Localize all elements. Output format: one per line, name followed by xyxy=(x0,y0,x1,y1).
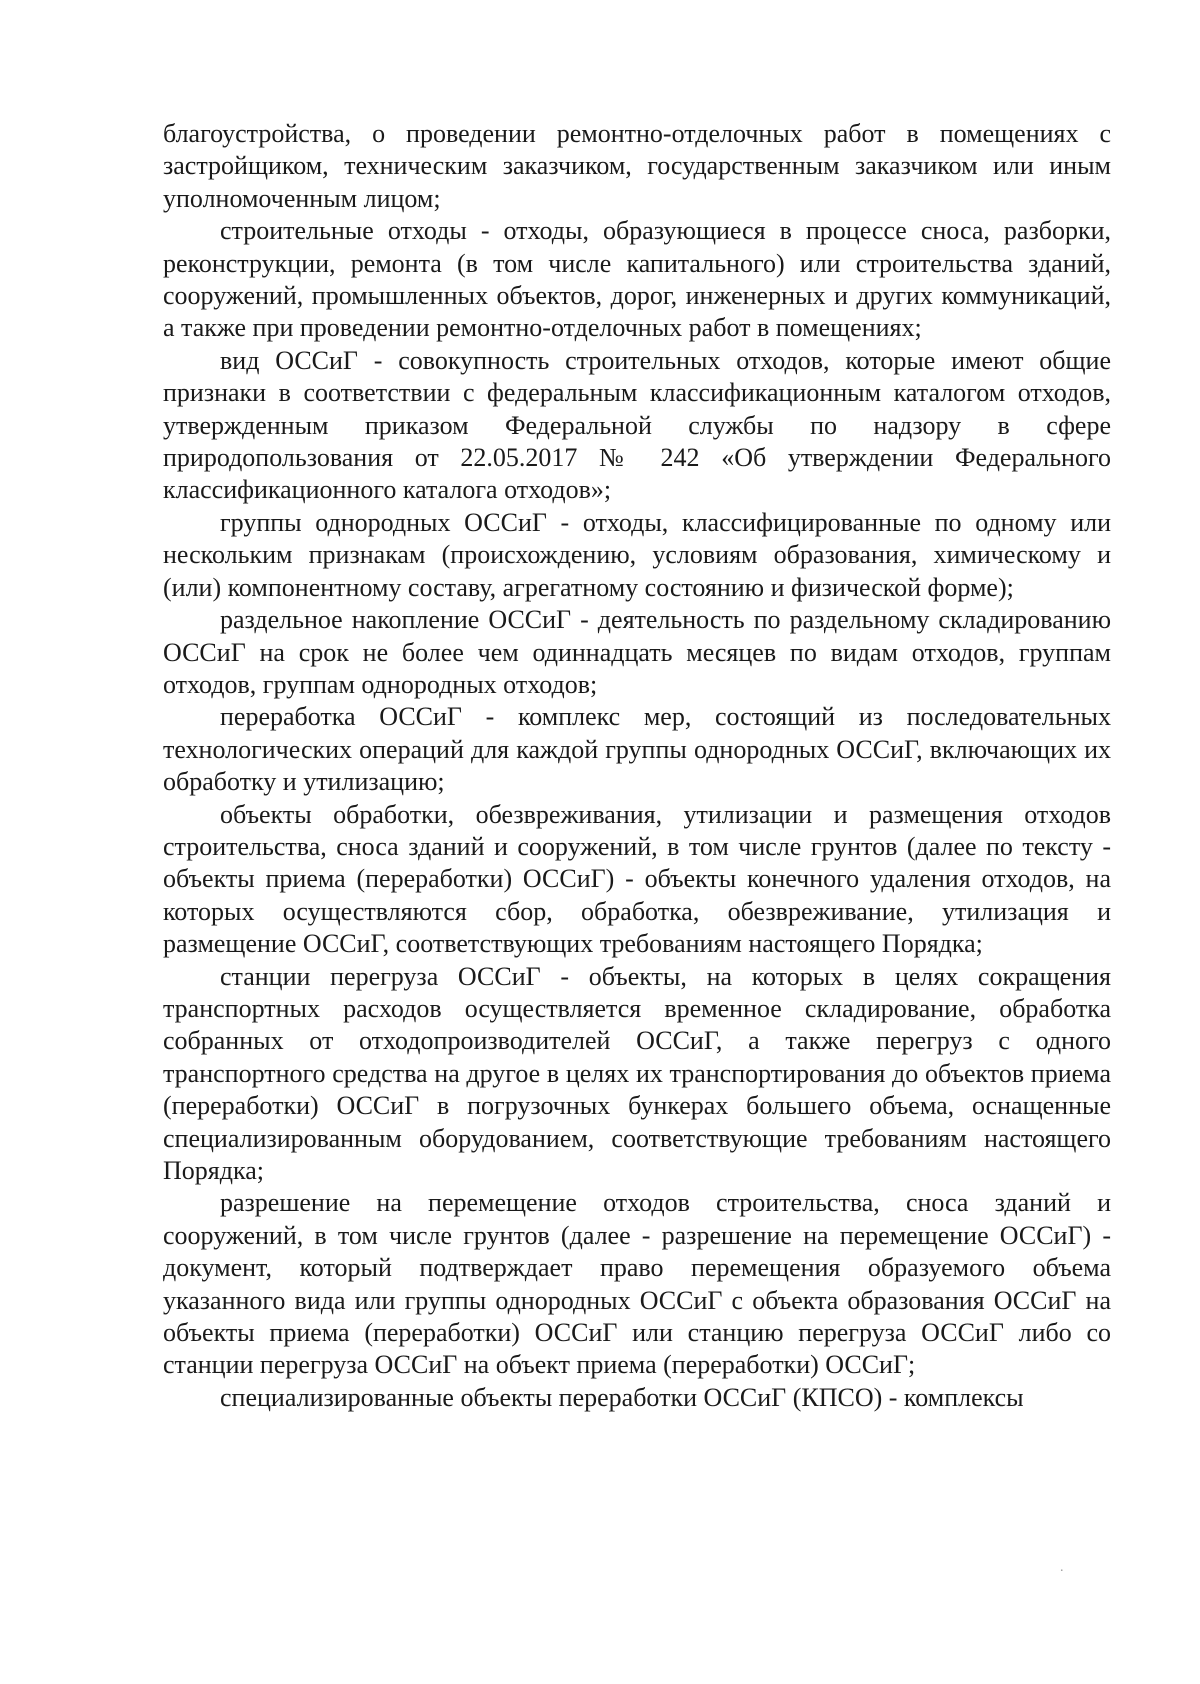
paragraph-10: специализированные объекты переработки ОССиГ (КПСО) - комплексы xyxy=(220,1382,1024,1412)
paragraph-4: группы однородных ОССиГ - отходы, классифицированные по одному или нескольким признакам (происхождению, условиям образования, химическому и (или) компонентному составу, агрегатному состоянию и физической форме); xyxy=(163,507,1111,602)
paragraph-3: вид ОССиГ - совокупность строительных отходов, которые имеют общие признаки в соответствии с федеральным классификационным каталогом отходов, утвержденным приказом Федеральной службы по надзору в сфере природопользования от 22.05.2017 № 242 «Об утверждении Федерального классификационного каталога отходов»; xyxy=(163,345,1111,505)
paragraph-2: строительные отходы - отходы, образующиеся в процессе сноса, разборки, реконструкции, ремонта (в том числе капитального) или строительства зданий, сооружений, промышленных объектов, дорог, инженерных и других коммуникаций, а также при проведении ремонтно-отделочных работ в помещениях; xyxy=(163,216,1111,343)
paragraph-5: раздельное накопление ОССиГ - деятельность по раздельному складированию ОССиГ на срок не более чем одиннадцать месяцев по видам отходов, группам отходов, группам однородных отходов; xyxy=(163,605,1111,699)
scan-speck: . xyxy=(1060,1560,1064,1575)
paragraph-1: благоустройства, о проведении ремонтно-отделочных работ в помещениях с застройщиком, техническим заказчиком, государственным заказчиком или иным уполномоченным лицом; xyxy=(163,119,1111,213)
paragraph-7: объекты обработки, обезвреживания, утилизации и размещения отходов строительства, сноса зданий и сооружений, в том числе грунтов (далее по тексту - объекты приема (переработки) ОССиГ) - объекты конечного удаления отходов, на которых осуществляются сбор, обработка, обезвреживание, утилизация и размещение ОССиГ, соответствующих требованиям настоящего Порядка; xyxy=(163,799,1111,959)
paragraph-8: станции перегруза ОССиГ - объекты, на которых в целях сокращения транспортных расходов осуществляется временное складирование, обработка собранных от отходопроизводителей ОССиГ, а также перегруз с одного транспортного средства на другое в целях их транспортирования до объектов приема (переработки) ОССиГ в погрузочных бункерах большего объема, оснащенные специализированным оборудованием, соответствующие требованиям настоящего Порядка; xyxy=(163,961,1111,1185)
document-body xyxy=(163,118,1111,1414)
paragraph-6: переработка ОССиГ - комплекс мер, состоящий из последовательных технологических операций для каждой группы однородных ОССиГ, включающих их обработку и утилизацию; xyxy=(163,702,1111,797)
paragraph-9: разрешение на перемещение отходов строительства, сноса зданий и сооружений, в том числе грунтов (далее - разрешение на перемещение ОССиГ) - документ, который подтверждает право перемещения образуемого объема указанного вида или группы однородных ОССиГ с объекта образования ОССиГ на объекты приема (переработки) ОССиГ или станцию перегруза ОССиГ либо со станции перегруза ОССиГ на объект приема (переработки) ОССиГ; xyxy=(163,1188,1111,1380)
